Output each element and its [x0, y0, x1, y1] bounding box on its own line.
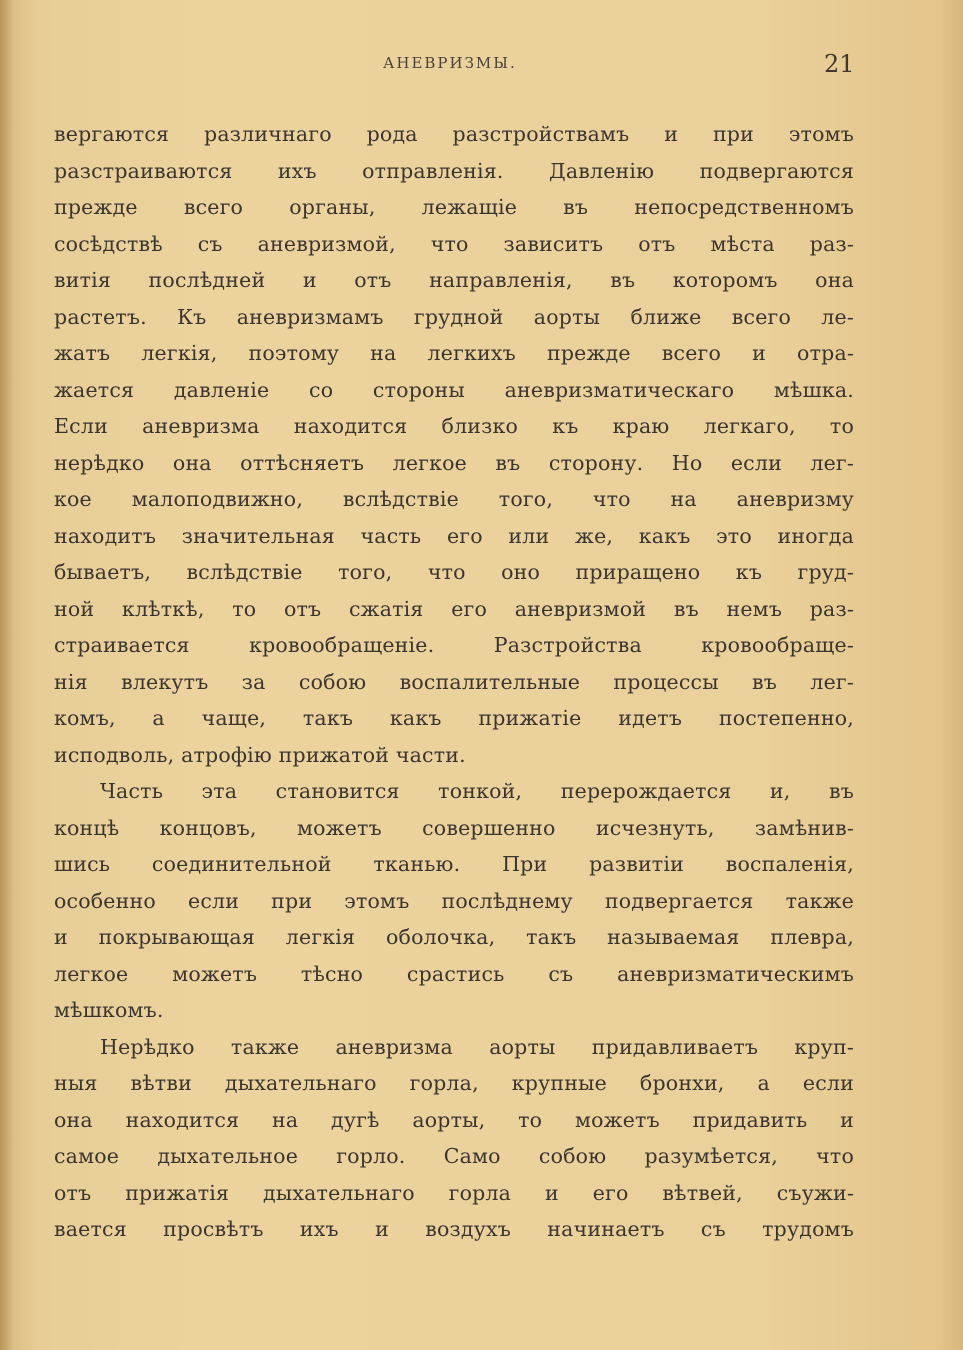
text-line: Нерѣдко также аневризма аорты придавливаетъ круп- [100, 1034, 854, 1059]
text-line: бываетъ, вслѣдствіе того, что оно приращено къ груд- [54, 560, 854, 584]
text-line: жается давленіе со стороны аневризматическаго мѣшка. [54, 377, 854, 402]
text-line: она находится на дугѣ аорты, то можетъ придавить и [54, 1107, 854, 1132]
text-line: вергаются различнаго рода разстройствамъ и при этомъ [54, 122, 854, 146]
text-line: исподволь, атрофію прижатой части. [54, 742, 466, 767]
text-line: ной клѣткѣ, то отъ сжатія его аневризмой въ немъ раз- [54, 596, 854, 621]
paragraph-2 [54, 773, 854, 1029]
paragraph-1 [54, 116, 854, 773]
text-line: Если аневризма находится близко къ краю легкаго, то [54, 414, 854, 438]
text-line: мѣшкомъ. [54, 998, 164, 1022]
text-line: нія влекутъ за собою воспалительные процессы въ лег- [54, 669, 854, 694]
text-line: Часть эта становится тонкой, перерождается и, въ [100, 779, 854, 803]
text-line: страивается кровообращеніе. Разстройства кровообраще- [54, 633, 854, 657]
text-line: прежде всего органы, лежащіе въ непосредственномъ [54, 195, 854, 219]
text-line: находитъ значительная часть его или же, какъ это иногда [54, 523, 854, 548]
text-line: разстраиваются ихъ отправленія. Давленію подвергаются [54, 158, 854, 183]
text-line: самое дыхательное горло. Само собою разумѣется, что [54, 1144, 854, 1168]
text-line: особенно если при этомъ послѣднему подвергается также [54, 888, 854, 913]
running-head: АНЕВРИЗМЫ. [383, 54, 517, 72]
text-line: жатъ легкія, поэтому на легкихъ прежде всего и отра- [54, 341, 854, 365]
text-line: концѣ концовъ, можетъ совершенно исчезнуть, замѣнив- [54, 815, 854, 840]
text-line: ныя вѣтви дыхательнаго горла, крупные бронхи, а если [54, 1071, 854, 1095]
body-text [54, 116, 854, 1248]
text-line: шись соединительной тканью. При развитіи воспаленія, [54, 852, 854, 876]
text-line: отъ прижатія дыхательнаго горла и его вѣтвей, съужи- [54, 1180, 854, 1205]
text-line: витія послѣдней и отъ направленія, въ которомъ она [54, 268, 854, 292]
text-line: кое малоподвижно, вслѣдствіе того, что на аневризму [54, 487, 854, 511]
text-line: сосѣдствѣ съ аневризмой, что зависитъ отъ мѣста раз- [54, 231, 854, 256]
text-line: нерѣдко она оттѣсняетъ легкое въ сторону. Но если лег- [54, 450, 854, 475]
text-line: и покрывающая легкія оболочка, такъ называемая плевра, [54, 925, 854, 949]
page-spine-shadow [0, 0, 14, 1350]
paragraph-3 [54, 1029, 854, 1248]
page-number: 21 [824, 50, 855, 78]
text-line: легкое можетъ тѣсно срастись съ аневризматическимъ [54, 961, 854, 986]
text-line: комъ, а чаще, такъ какъ прижатіе идетъ постепенно, [54, 706, 854, 730]
text-line: вается просвѣтъ ихъ и воздухъ начинаетъ съ трудомъ [54, 1217, 854, 1241]
text-line: растетъ. Къ аневризмамъ грудной аорты ближе всего ле- [54, 304, 854, 329]
